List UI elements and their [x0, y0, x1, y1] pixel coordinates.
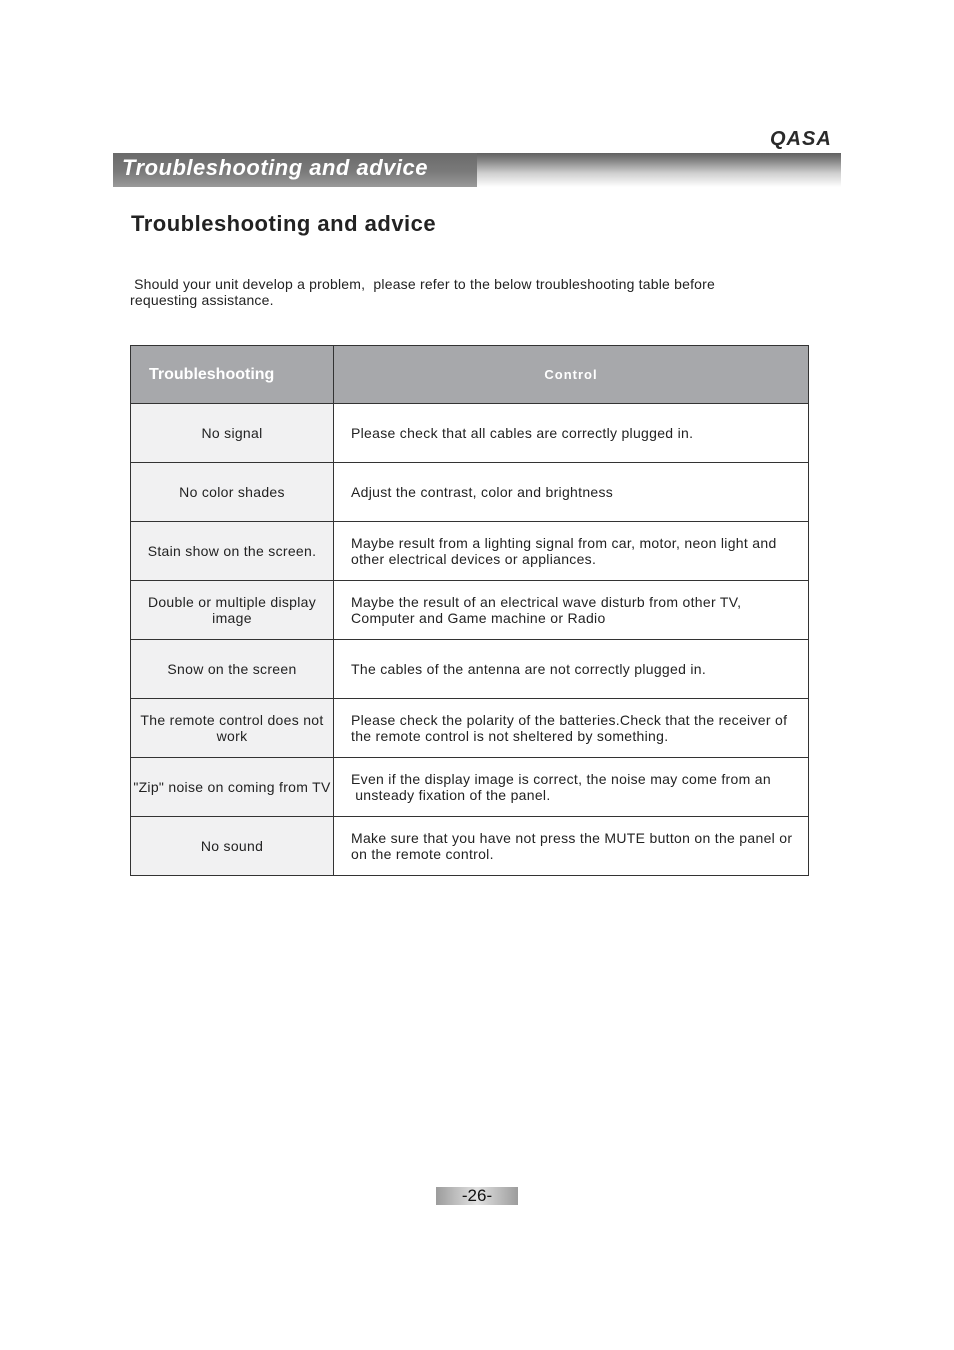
table-row: [131, 640, 809, 699]
page-number: -26-: [436, 1187, 518, 1205]
control-cell: Adjust the contrast, color and brightness: [334, 463, 809, 522]
header-troubleshooting: Troubleshooting: [131, 346, 334, 404]
control-cell: The cables of the antenna are not correctly plugged in.: [334, 640, 809, 699]
problem-cell: Stain show on the screen.: [131, 522, 334, 581]
control-cell: Maybe result from a lighting signal from car, motor, neon light and other electrical devices or appliances.: [334, 522, 809, 581]
banner-title: Troubleshooting and advice: [122, 155, 428, 180]
problem-cell: The remote control does not work: [131, 699, 334, 758]
table-row: [131, 463, 809, 522]
control-cell: Please check that all cables are correctly plugged in.: [334, 404, 809, 463]
table-row: [131, 581, 809, 640]
intro-text: Should your unit develop a problem, please refer to the below troubleshooting table before requesting assistance.: [130, 276, 715, 308]
table-row: [131, 699, 809, 758]
problem-cell: No color shades: [131, 463, 334, 522]
problem-cell: No signal: [131, 404, 334, 463]
table-header-row: [131, 346, 809, 404]
header-control: Control: [334, 346, 809, 404]
page-title: Troubleshooting and advice: [131, 211, 437, 236]
table-row: [131, 404, 809, 463]
control-cell: Maybe the result of an electrical wave disturb from other TV, Computer and Game machine or Radio: [334, 581, 809, 640]
troubleshooting-table: [130, 345, 809, 876]
control-cell: Please check the polarity of the batteries.Check that the receiver of the remote control is not sheltered by something.: [334, 699, 809, 758]
table-row: [131, 817, 809, 876]
problem-cell: Snow on the screen: [131, 640, 334, 699]
table-row: [131, 522, 809, 581]
problem-cell: No sound: [131, 817, 334, 876]
problem-cell: "Zip" noise on coming from TV: [131, 758, 334, 817]
brand-logo: QASA: [770, 128, 832, 150]
control-cell: Make sure that you have not press the MUTE button on the panel or on the remote control.: [334, 817, 809, 876]
problem-cell: Double or multiple display image: [131, 581, 334, 640]
control-cell: Even if the display image is correct, the noise may come from an unsteady fixation of the panel.: [334, 758, 809, 817]
table-row: [131, 758, 809, 817]
